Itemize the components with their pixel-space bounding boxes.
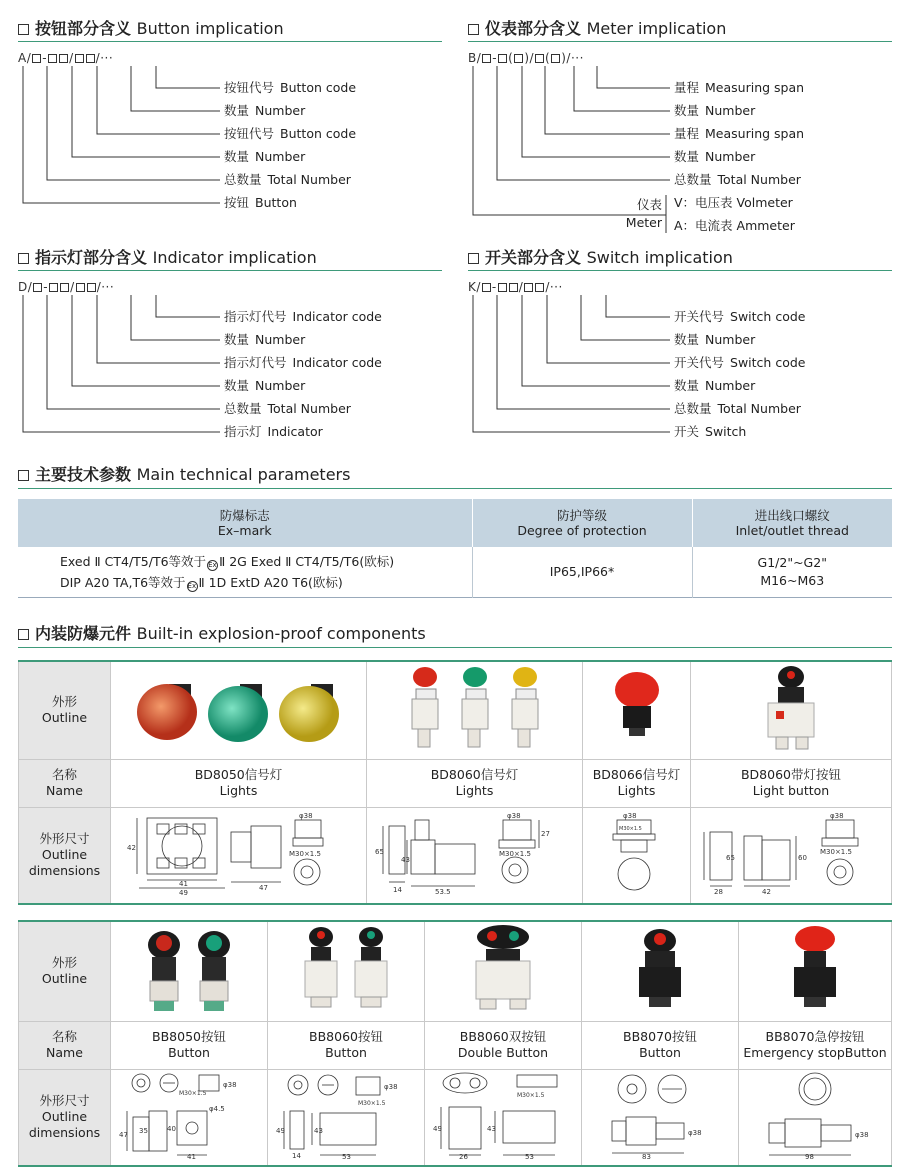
svg-text:43: 43 — [487, 1125, 496, 1133]
code-string: A/ - / /··· — [18, 51, 114, 65]
svg-text:41: 41 — [178, 880, 188, 888]
cell-exmark: Exed Ⅱ CT4/T5/T6等效于 Ex Ⅱ 2G Exed Ⅱ CT4/T5/T6(欧标) DIP A20 TA,T6等效于 Ex Ⅱ 1D ExtD A20 T6(欧标) — [60, 553, 395, 590]
svg-text:26: 26 — [459, 1153, 468, 1159]
svg-text:φ38: φ38 — [622, 812, 637, 820]
row-header-outline: 外形 Outline — [19, 661, 111, 759]
meter-section-title: 仪表部分含义 Meter implication — [468, 16, 726, 39]
svg-text:40: 40 — [167, 1125, 176, 1133]
bb8050-button-image — [134, 923, 244, 1015]
bd8060-lights-image — [400, 663, 550, 753]
components-table-2 — [18, 920, 892, 1166]
svg-text:27: 27 — [540, 830, 550, 838]
components-table-1 — [18, 660, 892, 904]
switch-section-title: 开关部分含义 Switch implication — [468, 245, 733, 268]
svg-text:M30×1.5: M30×1.5 — [358, 1100, 386, 1107]
header-exmark: 防爆标志 Ex–mark — [18, 499, 472, 547]
svg-text:φ38: φ38 — [855, 1131, 869, 1139]
params-table — [18, 499, 892, 598]
svg-text:53: 53 — [525, 1153, 534, 1159]
bb8060-double-dimension-drawing — [433, 1071, 573, 1159]
svg-text:M30×1.5: M30×1.5 — [179, 1090, 207, 1097]
name-bb8070-emergency: BB8070急停按钮 Emergency stopButton — [739, 1021, 892, 1069]
bd8050-lights-image — [129, 668, 349, 748]
dims-bd8050 — [111, 807, 367, 903]
ex-symbol-icon: Ex — [187, 581, 197, 590]
dims-bb8050 — [111, 1069, 268, 1165]
row-header-name: 名称 Name — [19, 759, 111, 807]
bd8060-light-button-image — [746, 663, 836, 753]
divider — [18, 488, 892, 489]
code-string: B/ - ( )/ ( )/··· — [468, 51, 584, 65]
cell-protection: IP65,IP66* — [472, 547, 692, 597]
bb8070-emergency-dimension-drawing — [745, 1071, 885, 1159]
outline-bd8066 — [583, 661, 691, 759]
svg-text:M30×1.5: M30×1.5 — [498, 850, 531, 858]
outline-bb8050 — [111, 921, 268, 1021]
bd8066-dimension-drawing — [597, 810, 677, 896]
outline-bb8070-emergency — [739, 921, 892, 1021]
svg-text:M30×1.5: M30×1.5 — [288, 850, 321, 858]
bd8060-dimension-drawing — [375, 810, 575, 896]
dims-bb8060-double — [425, 1069, 582, 1165]
svg-text:43: 43 — [314, 1127, 323, 1135]
svg-text:60: 60 — [798, 854, 807, 862]
svg-text:47: 47 — [119, 1131, 128, 1139]
params-section-title: 主要技术参数 Main technical parameters — [18, 462, 350, 485]
svg-text:65: 65 — [726, 854, 735, 862]
name-bb8050: BB8050按钮 Button — [111, 1021, 268, 1069]
outline-bd8050 — [111, 661, 367, 759]
svg-text:φ4.5: φ4.5 — [209, 1105, 225, 1113]
svg-text:41: 41 — [187, 1153, 196, 1159]
name-bb8060-double: BB8060双按钮 Double Button — [425, 1021, 582, 1069]
divider — [18, 1165, 892, 1167]
svg-text:M30×1.5: M30×1.5 — [618, 826, 642, 832]
bb8060-double-button-image — [458, 923, 548, 1015]
svg-text:49: 49 — [433, 1125, 442, 1133]
name-bd8066: BD8066信号灯 Lights — [583, 759, 691, 807]
svg-text:42: 42 — [762, 888, 771, 896]
svg-text:42: 42 — [126, 844, 136, 852]
outline-bb8060 — [268, 921, 425, 1021]
svg-text:49: 49 — [178, 889, 188, 896]
button-section-title: 按钮部分含义 Button implication — [18, 16, 284, 39]
bb8060-dimension-drawing — [276, 1071, 416, 1159]
svg-text:φ38: φ38 — [223, 1081, 237, 1089]
name-bd8060: BD8060信号灯 Lights — [367, 759, 583, 807]
bb8070-emergency-button-image — [780, 923, 850, 1015]
outline-bd8060-light-button — [691, 661, 892, 759]
svg-text:53: 53 — [342, 1153, 351, 1159]
svg-text:φ38: φ38 — [298, 812, 313, 820]
bd8066-lights-image — [607, 668, 667, 748]
outline-bb8060-double — [425, 921, 582, 1021]
checkbox-icon — [18, 470, 29, 481]
svg-text:14: 14 — [292, 1152, 301, 1159]
outline-bd8060 — [367, 661, 583, 759]
row-header-name: 名称 Name — [19, 1021, 111, 1069]
row-header-dims: 外形尺寸 Outline dimensions — [19, 807, 111, 903]
header-thread: 进出线口螺纹 Inlet/outlet thread — [692, 499, 892, 547]
svg-text:35: 35 — [139, 1127, 148, 1135]
name-bd8050: BD8050信号灯 Lights — [111, 759, 367, 807]
bb8060-button-image — [291, 923, 401, 1015]
row-header-dims: 外形尺寸 Outline dimensions — [19, 1069, 111, 1165]
divider — [18, 903, 892, 905]
svg-text:M30×1.5: M30×1.5 — [820, 848, 852, 856]
svg-text:φ38: φ38 — [384, 1083, 398, 1091]
bb8070-button-image — [625, 923, 695, 1015]
name-bb8060: BB8060按钮 Button — [268, 1021, 425, 1069]
svg-text:98: 98 — [805, 1153, 814, 1159]
dims-bd8060-light-button — [691, 807, 892, 903]
svg-text:φ38: φ38 — [688, 1129, 702, 1137]
svg-text:65: 65 — [374, 848, 384, 856]
dims-bb8070-emergency — [739, 1069, 892, 1165]
checkbox-icon — [18, 629, 29, 640]
svg-text:φ38: φ38 — [830, 812, 844, 820]
dims-bd8060 — [367, 807, 583, 903]
dims-bd8066 — [583, 807, 691, 903]
header-protection: 防护等级 Degree of protection — [472, 499, 692, 547]
code-string: K/ - / /··· — [468, 280, 563, 294]
bd8050-dimension-drawing — [119, 810, 359, 896]
svg-text:83: 83 — [642, 1153, 651, 1159]
indicator-section-title: 指示灯部分含义 Indicator implication — [18, 245, 317, 268]
bb8070-dimension-drawing — [590, 1071, 730, 1159]
svg-text:47: 47 — [258, 884, 268, 892]
name-bd8060-light-button: BD8060带灯按钮 Light button — [691, 759, 892, 807]
svg-text:43: 43 — [400, 856, 410, 864]
svg-text:14: 14 — [392, 886, 402, 894]
ex-symbol-icon: Ex — [208, 560, 217, 569]
divider — [18, 647, 892, 648]
components-section-title: 内装防爆元件 Built-in explosion-proof components — [18, 621, 426, 644]
dims-bb8060 — [268, 1069, 425, 1165]
cell-thread: G1/2"~G2" M16~M63 — [692, 547, 892, 597]
bd8060-light-button-dimension-drawing — [696, 810, 886, 896]
dims-bb8070 — [582, 1069, 739, 1165]
svg-text:28: 28 — [714, 888, 723, 896]
svg-text:M30×1.5: M30×1.5 — [517, 1092, 545, 1099]
bb8050-dimension-drawing — [119, 1071, 259, 1159]
tree-lines — [0, 0, 900, 460]
svg-text:53.5: 53.5 — [434, 888, 451, 896]
name-bb8070: BB8070按钮 Button — [582, 1021, 739, 1069]
svg-text:φ38: φ38 — [506, 812, 521, 820]
svg-text:49: 49 — [276, 1127, 285, 1135]
row-header-outline: 外形 Outline — [19, 921, 111, 1021]
outline-bb8070 — [582, 921, 739, 1021]
code-string: D/ - / /··· — [18, 280, 115, 294]
